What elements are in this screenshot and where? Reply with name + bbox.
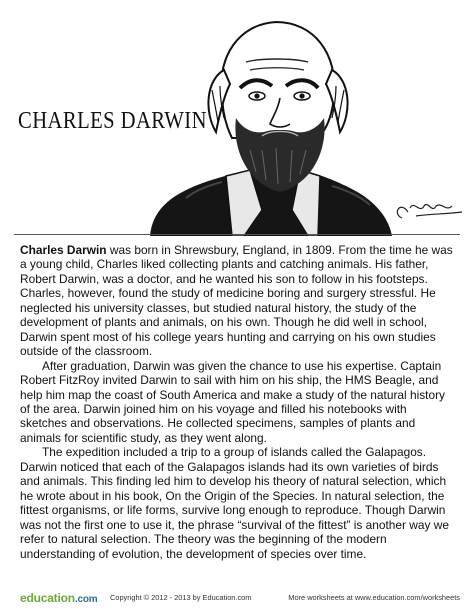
document-title: CHARLES DARWIN bbox=[18, 108, 207, 134]
biography-text bbox=[20, 243, 456, 561]
paragraph-2: After graduation, Darwin was given the chance to use his expertise. Captain Robert FitzRoy invited Darwin to sail with him on his ship, the HMS Beagle, and help him map the coast of South America and make a study of the natural history of the area. Darwin joined him on his voyage and filled his notebooks with sketches and observations. He collected specimens, samples of plants and animals for scientific study, as they went along. bbox=[20, 358, 445, 445]
paragraph-3: The expedition included a trip to a group of islands called the Galapagos. Darwin noticed that each of the Galapagos islands had its own varieties of birds and animals. This finding led him to develop his theory of natural selection, which he wrote about in his book, On the Origin of the Species. In natural selection, the fittest organisms, or life forms, survive long enough to reproduce. Though Darwin was not the first one to use it, the phrase “survival of the fittest” is another way we refer to natural selection. The theory was the beginning of the modern understanding of evolution, the development of species over time. bbox=[20, 445, 449, 561]
paragraph-1 bbox=[20, 243, 456, 359]
education-logo: education.com bbox=[20, 591, 98, 605]
page-footer bbox=[10, 585, 464, 607]
subject-name: Charles Darwin bbox=[20, 243, 107, 257]
header-illustration bbox=[0, 0, 474, 236]
head-shape bbox=[221, 22, 334, 138]
paragraph-1-text: was born in Shrewsbury, England, in 1809. From the time he was a young child, Charles liked collecting plants and catching animals. His father, Robert Darwin, was a doctor, and he wanted his son to follow in his footsteps. Charles, however, found the study of medicine boring and surgery stressful. He neglected his university classes, but studied natural history, the study of the development of plants and animals, on his own. Though he did well in school, Darwin spent most of his college years hunting and carrying on his own studies outside of the classroom. bbox=[20, 243, 453, 359]
more-worksheets-link[interactable]: More worksheets at www.education.com/worksheets bbox=[288, 593, 460, 602]
header-divider bbox=[14, 234, 460, 235]
copyright-text: Copyright © 2012 - 2013 by Education.com bbox=[110, 593, 252, 602]
